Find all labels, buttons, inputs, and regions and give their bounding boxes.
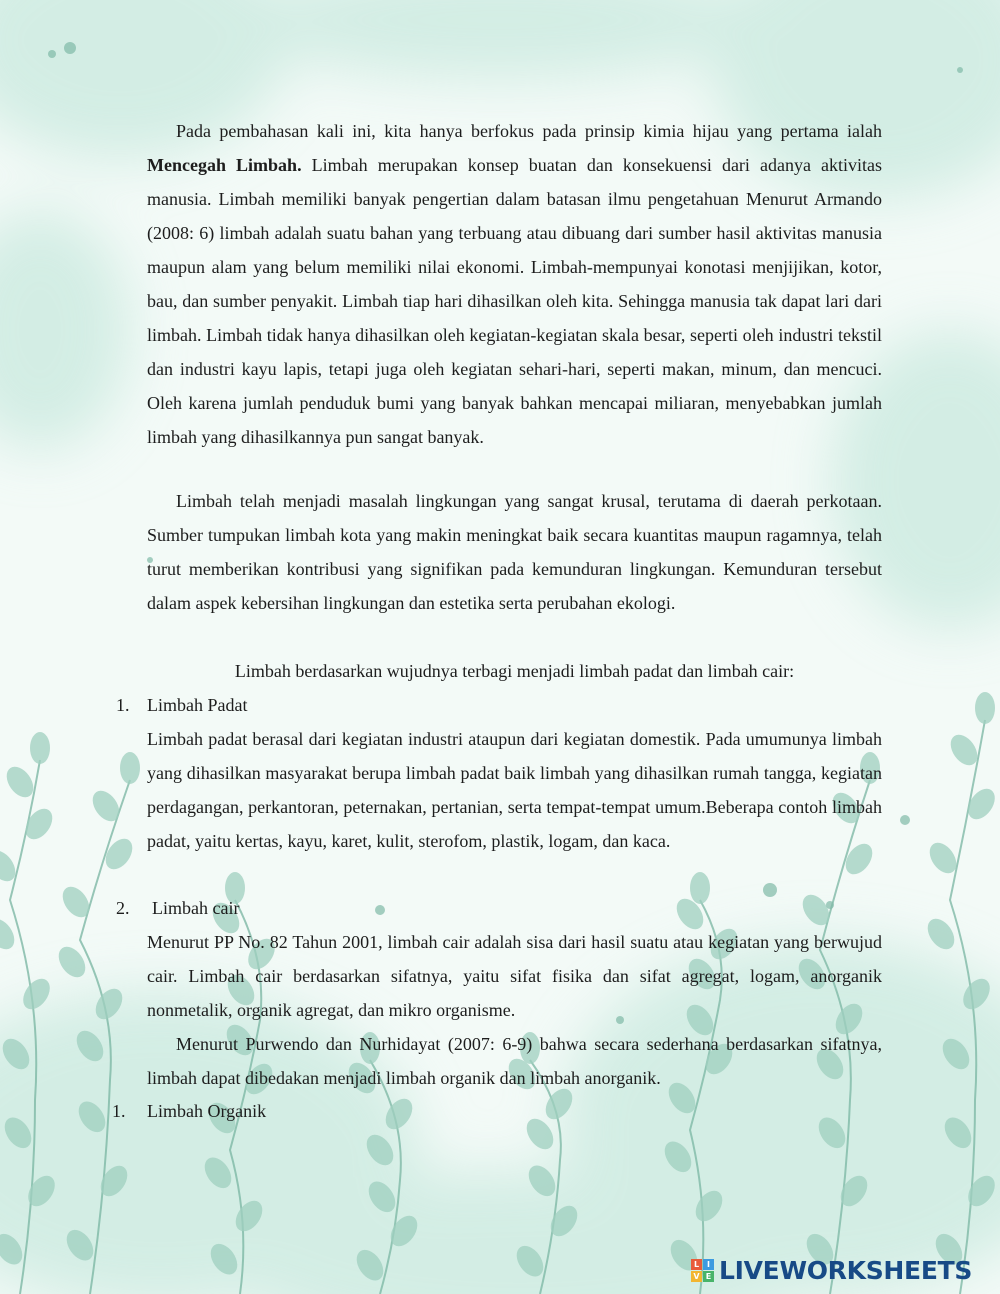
logo-tile: I bbox=[703, 1259, 714, 1270]
bold-term-mencegah-limbah: Mencegah Limbah. bbox=[147, 155, 302, 175]
logo-wordmark: LIVEWORKSHEETS bbox=[719, 1255, 973, 1285]
liveworksheets-logo bbox=[691, 1253, 972, 1287]
paragraph-masalah-lingkungan: Limbah telah menjadi masalah lingkungan yang sangat krusal, terutama di daerah perkotaan. Sumber tumpukan limbah kota yang makin meningkat baik secara kuantitas maupun ragamnya, telah turut memberikan kontribusi yang signifikan pada kemunduran lingkungan. Kemunduran tersebut dalam aspek kebersihan lingkungan dan estetika serta perubahan ekologi. bbox=[147, 491, 882, 613]
list-label: Limbah cair bbox=[152, 898, 240, 918]
intro-wujud-limbah: Limbah berdasarkan wujudnya terbagi menjadi limbah padat dan limbah cair: bbox=[234, 661, 795, 681]
list-number: 2. bbox=[116, 898, 130, 918]
paragraph-sifat-limbah: Menurut Purwendo dan Nurhidayat (2007: 6-9) bahwa secara sederhana berdasarkan sifatnya, limbah dapat dibedakan menjadi limbah organik dan limbah anorganik. bbox=[147, 1034, 882, 1088]
list-label: Limbah Padat bbox=[147, 695, 248, 715]
list-label: Limbah Organik bbox=[147, 1101, 267, 1121]
logo-tile: E bbox=[703, 1271, 714, 1282]
logo-tile: L bbox=[691, 1259, 702, 1270]
paragraph-text: Limbah merupakan konsep buatan dan konsekuensi dari adanya aktivitas manusia. Limbah memiliki banyak pengertian dalam batasan ilmu pengetahuan Menurut Armando (2008: 6) limbah adalah suatu bahan yang terbuang atau dibuang dari sumber hasil aktivitas manusia maupun alam yang belum memiliki nilai ekonomi. Limbah-mempunyai konotasi menjijikan, kotor, bau, dan sumber penyakit. Limbah tiap hari dihasilkan oleh kita. Sehingga manusia tak dapat lari dari limbah. Limbah tidak hanya dihasilkan oleh kegiatan-kegiatan skala besar, seperti oleh industri tekstil dan industri kayu lapis, tetapi juga oleh kegiatan sehari-hari, seperti makan, minum, dan mencuci. Oleh karena jumlah penduduk bumi yang banyak bahkan mencapai miliaran, menyebabkan jumlah limbah yang dihasilkannya pun sangat banyak. bbox=[147, 155, 883, 447]
logo-tile: V bbox=[691, 1271, 702, 1282]
paragraph-text: Pada pembahasan kali ini, kita hanya berfokus pada prinsip kimia hijau yang pertama ialah bbox=[176, 121, 882, 141]
list-number: 1. bbox=[116, 695, 130, 715]
paragraph-limbah-cair: Menurut PP No. 82 Tahun 2001, limbah cair adalah sisa dari hasil suatu atau kegiatan yang berwujud cair. Limbah cair berdasarkan sifatnya, yaitu sifat fisika dan sifat agregat, logam, anorganik nonmetalik, organik agregat, dan mikro organisme. bbox=[147, 932, 882, 1020]
list-number: 1. bbox=[112, 1101, 126, 1121]
logo-icon bbox=[691, 1259, 714, 1282]
paragraph-prinsip-kimia-hijau bbox=[147, 114, 882, 454]
paragraph-limbah-padat: Limbah padat berasal dari kegiatan industri ataupun dari kegiatan domestik. Pada umumunya limbah yang dihasilkan masyarakat berupa limbah padat baik limbah yang dihasilkan rumah tangga, kegiatan perdagangan, perkantoran, peternakan, pertanian, serta tempat-tempat umum.Beberapa contoh limbah padat, yaitu kertas, kayu, karet, kulit, sterofom, plastik, logam, dan kaca. bbox=[147, 729, 882, 851]
